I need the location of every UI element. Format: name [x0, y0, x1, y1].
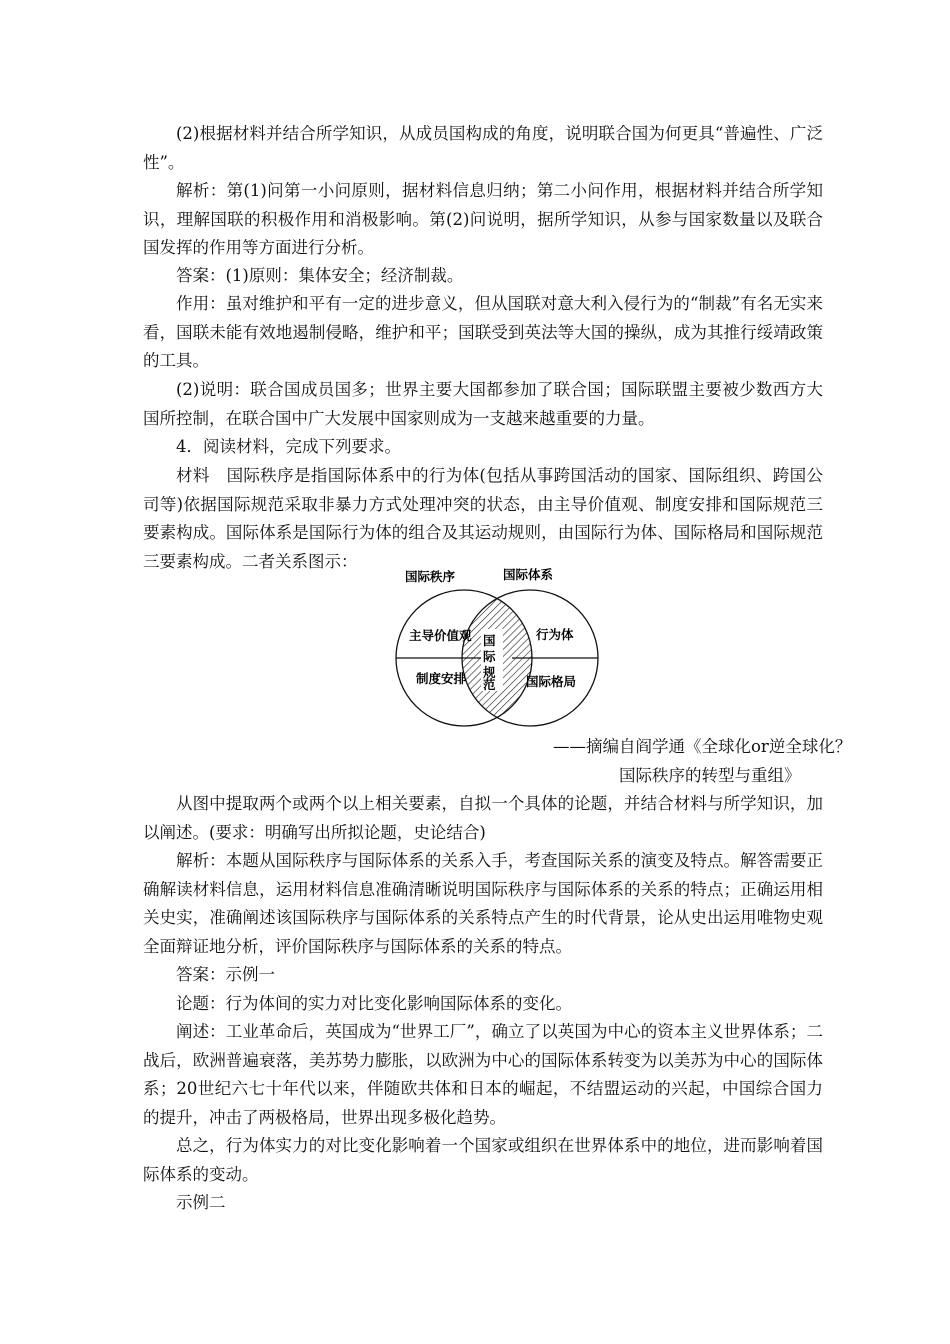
- source-citation-line1: ——摘编自阎学通《全球化or逆全球化？: [553, 737, 852, 756]
- question-heading: 4．阅读材料，完成下列要求。: [176, 437, 401, 456]
- source-citation-line2: 国际秩序的转型与重组》: [619, 766, 801, 785]
- right-bottom-label: 国际格局: [526, 674, 577, 689]
- center-label-char: 际: [483, 649, 496, 664]
- left-bottom-label: 制度安排: [416, 671, 467, 686]
- right-circle-title: 国际体系: [503, 567, 554, 582]
- paragraph: 作用：虽对维护和平有一定的进步意义，但从国联对意大利入侵行为的“制裁”有名无实来看，国联未能有效地遏制侵略，维护和平；国联受到英法等大国的操纵，成为其推行绥靖政策的工具。: [143, 294, 823, 370]
- paragraph: (2)根据材料并结合所学知识，从成员国构成的角度，说明联合国为何更具“普遍性、广泛性”。: [143, 124, 823, 172]
- material-paragraph: 材料 国际秩序是指国际体系中的行为体(包括从事跨国活动的国家、国际组织、跨国公司等)依据国际规范采取非暴力方式处理冲突的状态，由主导价值观、制度安排和国际规范三要素构成。国际体系是国际行为体的组合及其运动规则，由国际行为体、国际格局和国际规范三要素构成。二者关系图示：: [143, 466, 823, 571]
- center-label-char: 规: [483, 665, 496, 680]
- example-heading: 示例二: [176, 1193, 226, 1212]
- left-circle-title: 国际秩序: [405, 569, 456, 584]
- task-paragraph: 从图中提取两个或两个以上相关要素，自拟一个具体的论题，并结合材料与所学知识，加以阐述。(要求：明确写出所拟论题，史论结合): [143, 794, 823, 842]
- left-top-label: 主导价值观: [409, 628, 472, 643]
- center-label-char: 范: [483, 677, 496, 692]
- answer-paragraph: 答案：(1)原则：集体安全；经济制裁。: [176, 266, 464, 285]
- paragraph: (2)说明：联合国成员国多；世界主要大国都参加了联合国；国际联盟主要被少数西方大国所控制，在联合国中广大发展中国家则成为一支越来越重要的力量。: [143, 380, 823, 428]
- conclusion-paragraph: 总之，行为体实力的对比变化影响着一个国家或组织在世界体系中的地位，进而影响着国际体系的变动。: [143, 1136, 823, 1184]
- answer-paragraph: 答案：示例一: [176, 965, 275, 984]
- right-top-label: 行为体: [536, 627, 574, 642]
- center-label-char: 国: [483, 633, 496, 648]
- analysis-paragraph: 解析：本题从国际秩序与国际体系的关系入手，考查国际关系的演变及特点。解答需要正确解读材料信息，运用材料信息准确清晰说明国际秩序与国际体系的关系的特点；正确运用相关史实，准确阐述该国际秩序与国际体系的关系特点产生的时代背景，论从史出运用唯物史观全面辩证地分析，评价国际秩序与国际体系的关系的特点。: [143, 851, 823, 956]
- venn-diagram: [378, 562, 633, 732]
- elaboration-paragraph: 阐述：工业革命后，英国成为“世界工厂”，确立了以英国为中心的资本主义世界体系；二战后，欧洲普遍衰落，美苏势力膨胀，以欧洲为中心的国际体系转变为以美苏为中心的国际体系；20世纪六七十年代以来，伴随欧共体和日本的崛起，不结盟运动的兴起，中国综合国力的提升，冲击了两极格局，世界出现多极化趋势。: [143, 1022, 823, 1127]
- thesis-paragraph: 论题：行为体间的实力对比变化影响国际体系的变化。: [176, 994, 572, 1013]
- analysis-paragraph: 解析：第(1)问第一小问原则，据材料信息归纳；第二小问作用，根据材料并结合所学知识，理解国联的积极作用和消极影响。第(2)问说明，据所学知识，从参与国家数量以及联合国发挥的作用等方面进行分析。: [143, 181, 823, 257]
